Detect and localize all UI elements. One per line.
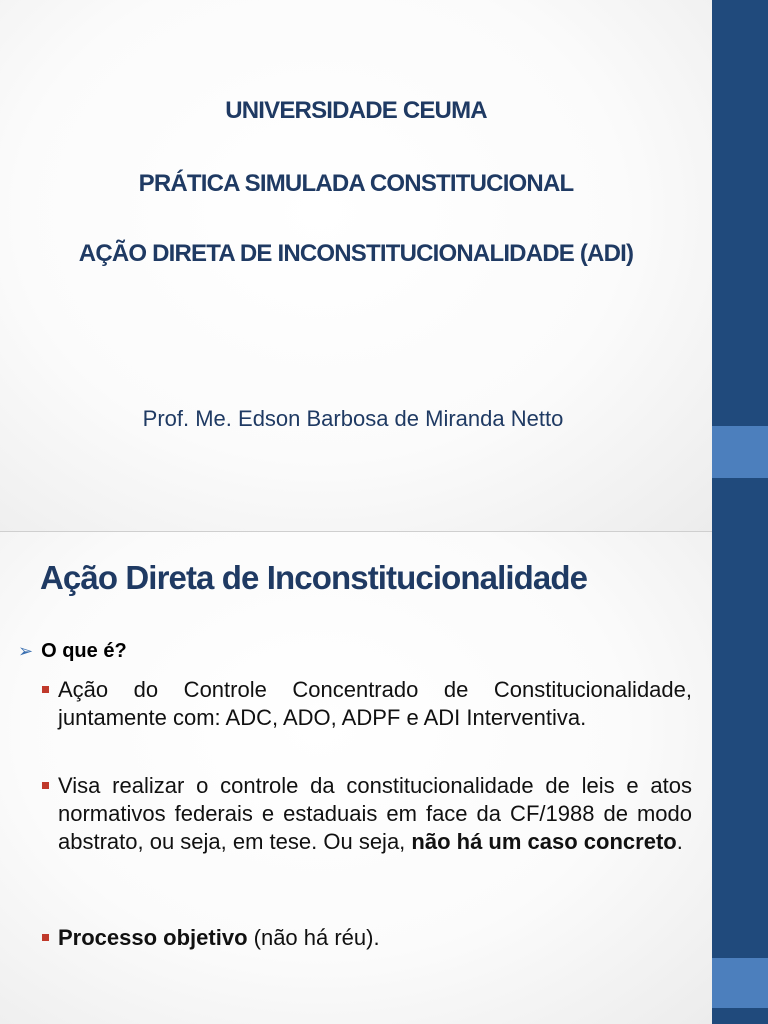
bullet-text-end: . [676, 829, 683, 854]
bullet-text-bold: não há um caso concreto [411, 829, 677, 854]
bullet-text [58, 924, 692, 952]
course-heading: PRÁTICA SIMULADA CONSTITUCIONAL [138, 170, 574, 197]
institution-heading: UNIVERSIDADE CEUMA [225, 97, 487, 124]
slide-content [0, 532, 712, 1024]
side-accent-highlight [712, 426, 768, 478]
square-bullet-icon [42, 934, 49, 941]
topic-heading: AÇÃO DIRETA DE INCONSTITUCIONALIDADE (ADI) [78, 240, 634, 267]
question-text: O que é? [41, 640, 127, 662]
bullet-text-bold: Processo objetivo [58, 925, 248, 950]
bullet-text-part: Visa realizar o controle da constitucionalidade de leis e atos normativos federais e estaduais em face da CF/1988 de modo abstrato, ou seja, em tese. Ou seja, [58, 773, 692, 854]
slide-title-heading: Ação Direta de Inconstitucionalidade [40, 559, 588, 596]
side-accent-highlight [712, 958, 768, 1008]
list-item [42, 924, 692, 952]
slide-title [0, 0, 712, 531]
bullet-text [58, 772, 692, 856]
side-accent-bar [712, 0, 768, 1024]
square-bullet-icon [42, 782, 49, 789]
bullet-text: Ação do Controle Concentrado de Constitucionalidade, juntamente com: ADC, ADO, ADPF e ADI Interventiva. [58, 677, 692, 730]
list-item [42, 676, 692, 732]
list-item [42, 772, 692, 856]
question-bullet [18, 640, 127, 663]
arrow-bullet-icon: ➢ [18, 641, 34, 661]
square-bullet-icon [42, 686, 49, 693]
bullet-text-part: (não há réu). [247, 925, 380, 950]
professor-name: Prof. Me. Edson Barbosa de Miranda Netto [142, 406, 564, 431]
